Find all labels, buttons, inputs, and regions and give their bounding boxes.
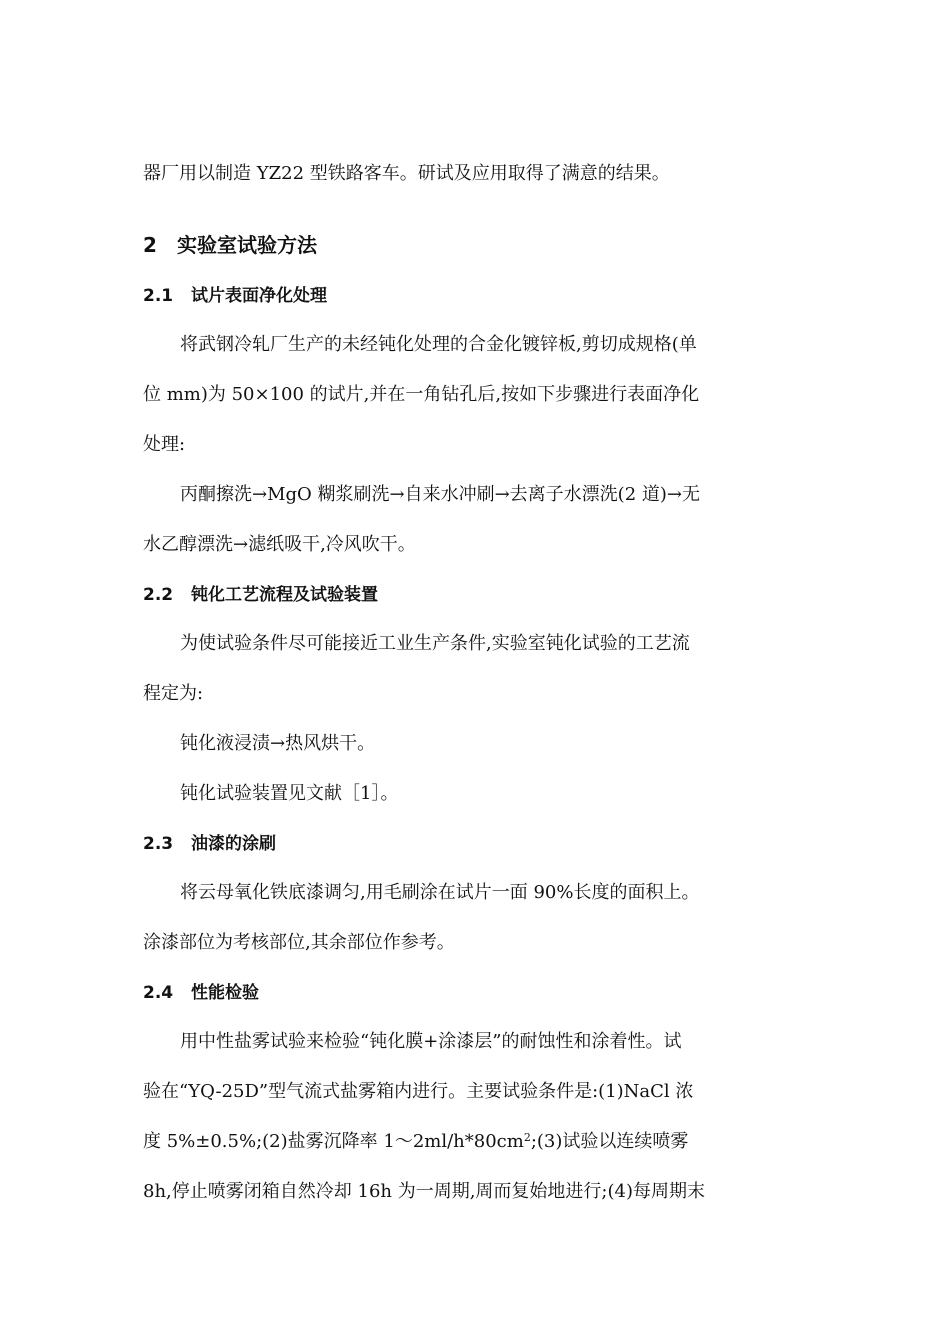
superscript: 2 [523, 1131, 531, 1144]
paragraph-line: 丙酮擦洗→MgO 糊浆刷洗→自来水冲刷→去离子水漂洗(2 道)→无 [180, 484, 700, 505]
subsection-title: 钝化工艺流程及试验装置 [191, 585, 378, 605]
paragraph-line: 钝化试验装置见文献［1］。 [180, 783, 399, 804]
paragraph-line: 用中性盐雾试验来检验“钝化膜+涂漆层”的耐蚀性和涂着性。试 [180, 1031, 682, 1052]
paragraph-line: 8h,停止喷雾闭箱自然冷却 16h 为一周期,周而复始地进行;(4)每周期末 [143, 1181, 705, 1202]
section-number: 2 [143, 233, 157, 257]
subsection-2-4-heading [143, 980, 259, 1006]
line-part: ;(3)试验以连续喷雾 [530, 1131, 689, 1152]
paragraph-line: 处理: [143, 434, 186, 455]
section-title: 实验室试验方法 [177, 233, 317, 257]
paragraph-line [143, 1129, 688, 1155]
paragraph-line: 水乙醇漂洗→滤纸吸干,冷风吹干。 [143, 534, 416, 555]
subsection-2-3-heading [143, 831, 276, 857]
paragraph-line: 位 mm)为 50×100 的试片,并在一角钻孔后,按如下步骤进行表面净化 [143, 384, 700, 405]
paragraph-line: 将武钢冷轧厂生产的未经钝化处理的合金化镀锌板,剪切成规格(单 [180, 334, 697, 355]
paragraph-line: 钝化液浸渍→热风烘干。 [180, 733, 376, 754]
paragraph-line: 程定为: [143, 683, 204, 704]
subsection-number: 2.4 [143, 983, 174, 1003]
subsection-title: 油漆的涂刷 [191, 834, 276, 854]
paragraph-line: 为使试验条件尽可能接近工业生产条件,实验室钝化试验的工艺流 [180, 633, 690, 654]
subsection-number: 2.1 [143, 286, 174, 306]
subsection-title: 性能检验 [191, 983, 259, 1003]
subsection-number: 2.2 [143, 585, 174, 605]
subsection-2-1-heading [143, 283, 327, 309]
line-part: 度 5%±0.5%;(2)盐雾沉降率 1～2ml/h*80cm [143, 1131, 524, 1152]
section-2-heading [143, 232, 317, 258]
paragraph-line: 验在“YQ-25D”型气流式盐雾箱内进行。主要试验条件是:(1)NaCl 浓 [143, 1081, 694, 1102]
subsection-title: 试片表面净化处理 [191, 286, 327, 306]
paragraph-line: 涂漆部位为考核部位,其余部位作参考。 [143, 932, 455, 953]
subsection-number: 2.3 [143, 834, 174, 854]
intro-line: 器厂用以制造 YZ22 型铁路客车。研试及应用取得了满意的结果。 [143, 163, 670, 184]
subsection-2-2-heading [143, 582, 378, 608]
paragraph-line: 将云母氧化铁底漆调匀,用毛刷涂在试片一面 90%长度的面积上。 [180, 882, 700, 903]
